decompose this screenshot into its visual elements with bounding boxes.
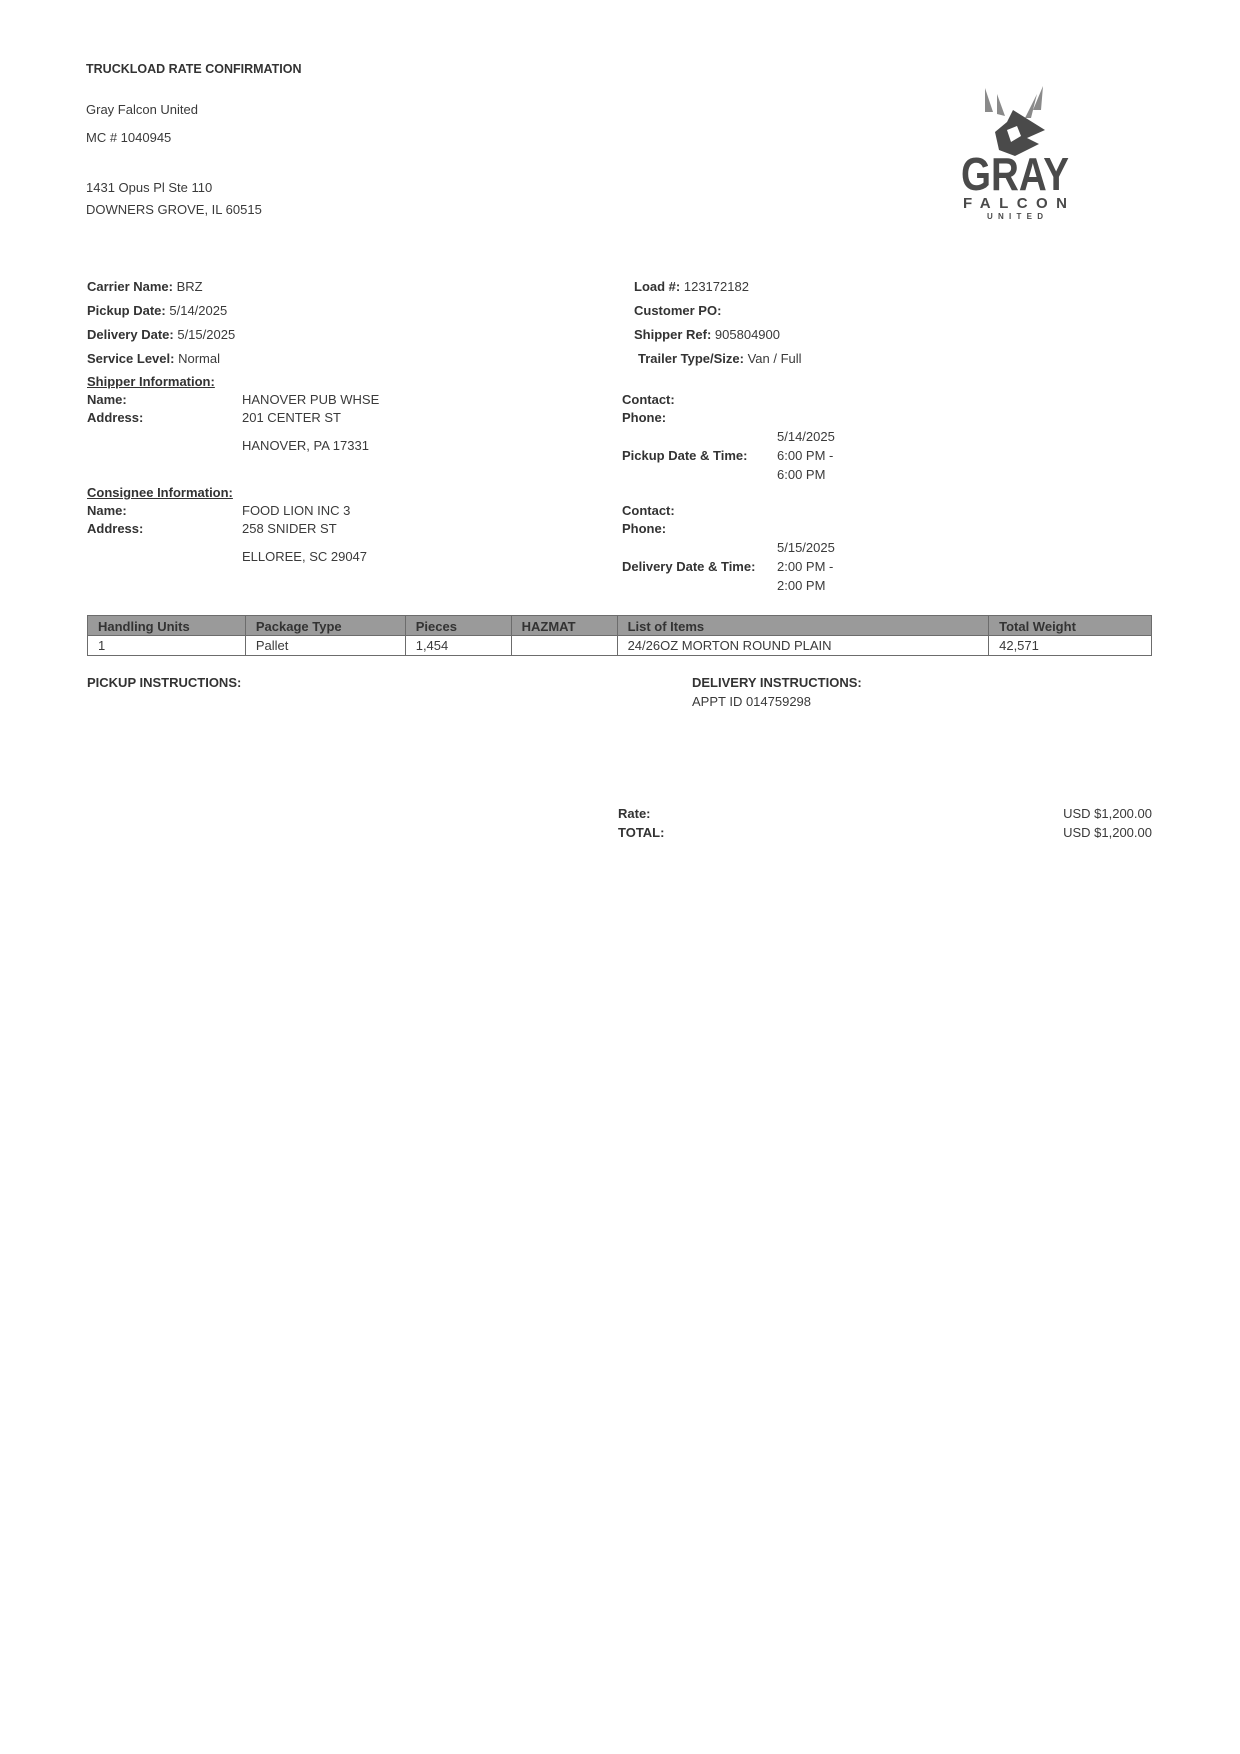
items-table [87, 615, 1152, 656]
consignee-address-line1: 258 SNIDER ST [242, 521, 337, 536]
consignee-phone-label: Phone: [622, 521, 667, 536]
delivery-time-to: 2:00 PM [777, 578, 826, 593]
pickup-date-value: 5/14/2025 [169, 303, 228, 318]
consignee-name-label: Name: [87, 503, 127, 518]
service-level-row [87, 351, 220, 366]
logo-word-united: UNITED [987, 212, 1043, 221]
cell-package-type: Pallet [245, 636, 405, 656]
col-package-type: Package Type [245, 616, 405, 636]
logo-word-gray: GRAY [961, 148, 1069, 200]
total-value: USD $1,200.00 [1063, 825, 1152, 840]
consignee-name-value: FOOD LION INC 3 [242, 503, 351, 518]
company-name: Gray Falcon United [86, 102, 198, 117]
cell-pieces: 1,454 [405, 636, 511, 656]
company-logo [955, 80, 1075, 230]
pickup-instructions-label: PICKUP INSTRUCTIONS: [87, 675, 242, 690]
trailer-type-value: Van / Full [747, 351, 802, 366]
delivery-date-label: Delivery Date: [87, 327, 174, 342]
shipper-ref-value: 905804900 [714, 327, 780, 342]
load-number-label: Load #: [634, 279, 681, 294]
shipper-address-line2: HANOVER, PA 17331 [242, 438, 369, 453]
service-level-label: Service Level: [87, 351, 175, 366]
col-total-weight: Total Weight [989, 616, 1152, 636]
mc-number: MC # 1040945 [86, 130, 172, 145]
delivery-time-from: 2:00 PM - [777, 559, 834, 574]
delivery-date-value: 5/15/2025 [177, 327, 236, 342]
cell-hazmat [511, 636, 617, 656]
delivery-date-row [87, 327, 235, 342]
col-hazmat: HAZMAT [511, 616, 617, 636]
total-label: TOTAL: [618, 825, 665, 840]
trailer-type-row [638, 351, 802, 366]
cell-list-of-items: 24/26OZ MORTON ROUND PLAIN [617, 636, 989, 656]
consignee-contact-label: Contact: [622, 503, 675, 518]
shipper-name-value: HANOVER PUB WHSE [242, 392, 380, 407]
logo-word-falcon: FALCON [963, 195, 1067, 212]
col-pieces: Pieces [405, 616, 511, 636]
rate-label: Rate: [618, 806, 651, 821]
carrier-name-label: Carrier Name: [87, 279, 173, 294]
customer-po-row [634, 303, 721, 318]
delivery-date-value-detail: 5/15/2025 [777, 540, 835, 555]
cell-handling-units: 1 [88, 636, 246, 656]
col-handling-units: Handling Units [88, 616, 246, 636]
carrier-name-row [87, 279, 203, 294]
consignee-address-label: Address: [87, 521, 144, 536]
shipper-contact-label: Contact: [622, 392, 675, 407]
pickup-time-to: 6:00 PM [777, 467, 826, 482]
delivery-instructions-label: DELIVERY INSTRUCTIONS: [692, 675, 862, 690]
pickup-date-label: Pickup Date: [87, 303, 166, 318]
cell-total-weight: 42,571 [989, 636, 1152, 656]
falcon-logo-icon [955, 80, 1075, 230]
col-list-of-items: List of Items [617, 616, 989, 636]
shipper-address-label: Address: [87, 410, 144, 425]
consignee-heading: Consignee Information: [87, 485, 233, 500]
shipper-name-label: Name: [87, 392, 127, 407]
carrier-name-value: BRZ [176, 279, 203, 294]
pickup-datetime-label: Pickup Date & Time: [622, 448, 748, 463]
document-title: TRUCKLOAD RATE CONFIRMATION [86, 62, 302, 76]
shipper-phone-label: Phone: [622, 410, 667, 425]
trailer-type-label: Trailer Type/Size: [638, 351, 744, 366]
shipper-heading: Shipper Information: [87, 374, 215, 389]
pickup-date-row [87, 303, 227, 318]
shipper-ref-label: Shipper Ref: [634, 327, 712, 342]
customer-po-label: Customer PO: [634, 303, 722, 318]
pickup-date-value-detail: 5/14/2025 [777, 429, 835, 444]
shipper-address-line1: 201 CENTER ST [242, 410, 341, 425]
company-address-line2: DOWNERS GROVE, IL 60515 [86, 202, 262, 217]
items-table-header-row [88, 616, 1152, 636]
delivery-instructions-text: APPT ID 014759298 [692, 694, 812, 709]
consignee-address-line2: ELLOREE, SC 29047 [242, 549, 368, 564]
load-number-row [634, 279, 749, 294]
table-row [88, 636, 1152, 656]
pickup-time-from: 6:00 PM - [777, 448, 834, 463]
load-number-value: 123172182 [683, 279, 749, 294]
shipper-ref-row [634, 327, 780, 342]
service-level-value: Normal [178, 351, 220, 366]
delivery-datetime-label: Delivery Date & Time: [622, 559, 756, 574]
rate-value: USD $1,200.00 [1063, 806, 1152, 821]
company-address-line1: 1431 Opus Pl Ste 110 [86, 180, 213, 195]
